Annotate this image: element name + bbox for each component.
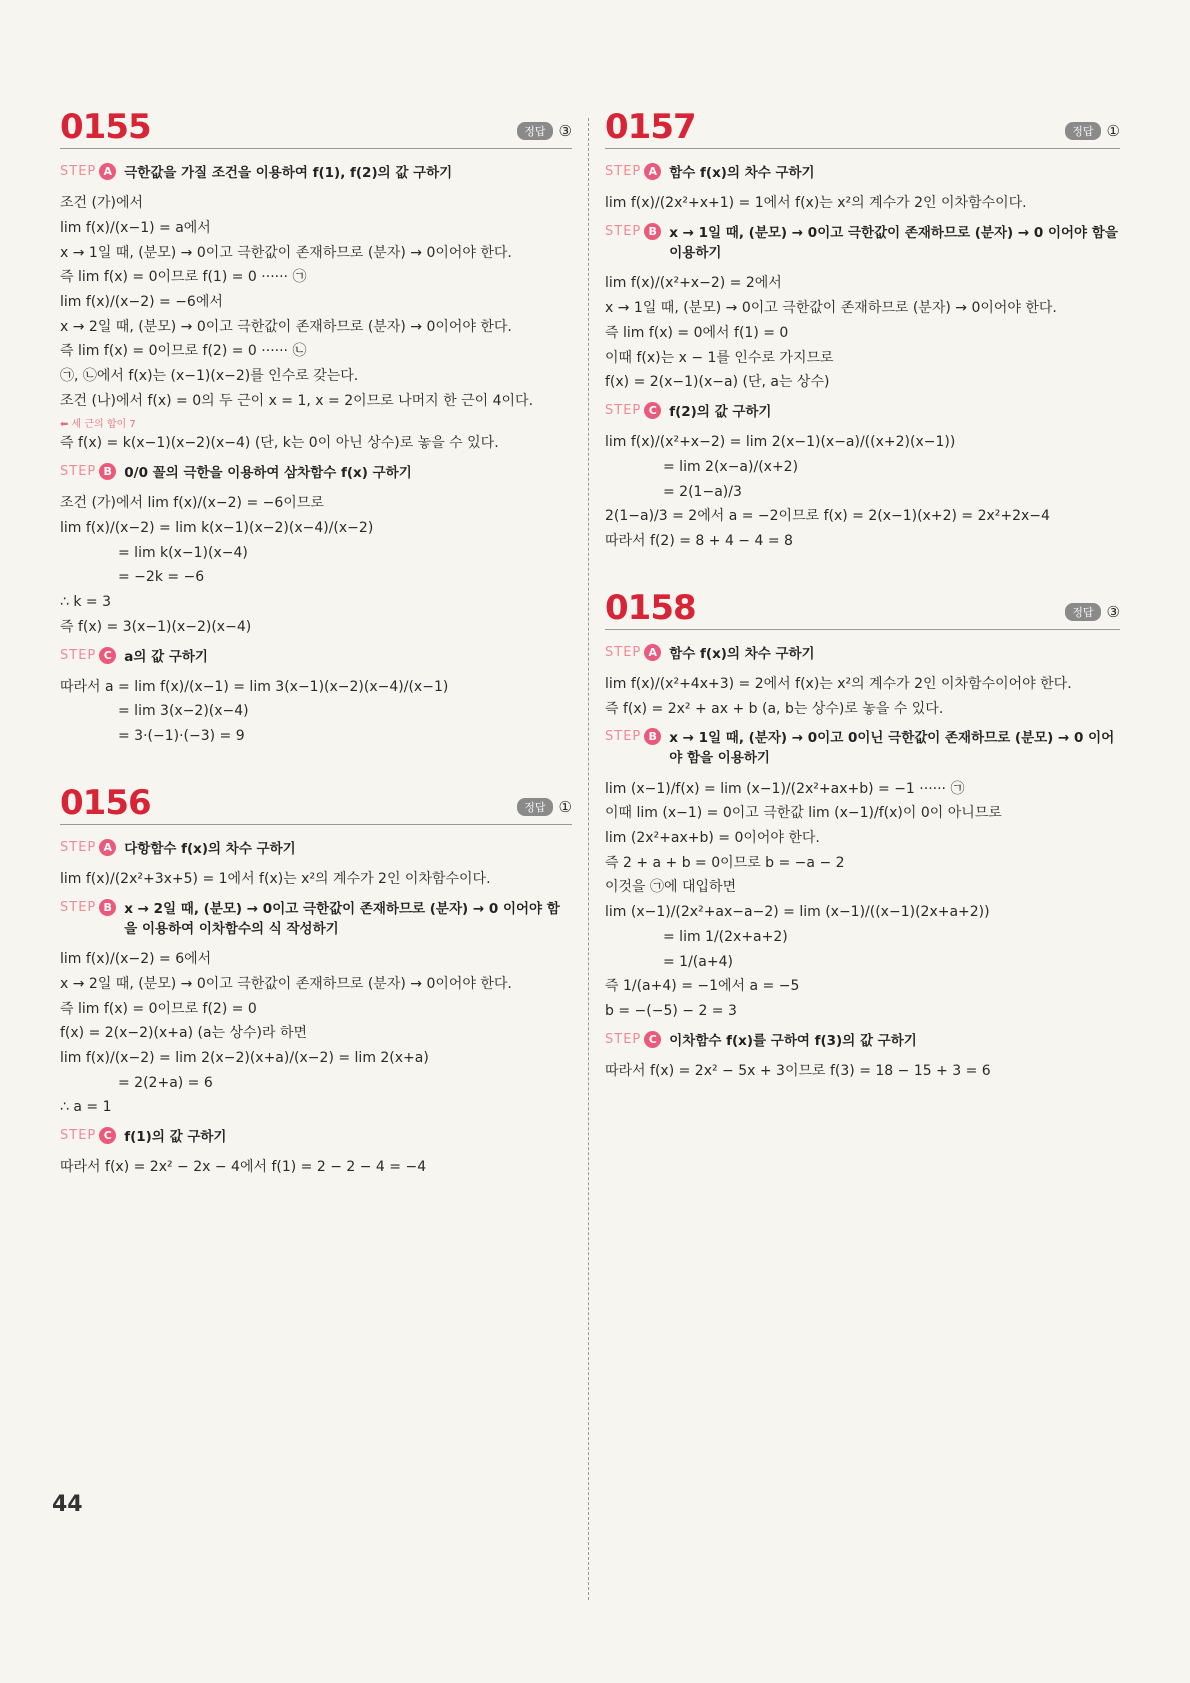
step-heading <box>60 163 572 183</box>
step-letter-icon: C <box>99 647 116 664</box>
step-title: x → 2일 때, (분모) → 0이고 극한값이 존재하므로 (분자) → 0 이어야 함을 이용하여 이차함수의 식 작성하기 <box>124 900 560 937</box>
solution-line: ㉠, ㉡에서 f(x)는 (x−1)(x−2)를 인수로 갖는다. <box>60 368 359 385</box>
step-letter-icon: C <box>644 1031 661 1048</box>
solution-line: 즉 lim f(x) = 0이므로 f(2) = 0 <box>60 1000 257 1017</box>
answer-badge: 정답 <box>1065 122 1100 140</box>
solution-line: 즉 1/(a+4) = −1에서 a = −5 <box>605 978 800 995</box>
step-label: STEP <box>605 164 642 179</box>
step-letter-icon: A <box>99 163 116 180</box>
answer-value: ③ <box>1106 602 1120 621</box>
problem-0157 <box>605 107 1120 553</box>
problem-header <box>60 782 572 825</box>
solution-line: lim f(x)/(x²+x−2) = lim 2(x−1)(x−a)/((x+2)(x−1)) <box>605 434 956 451</box>
problem-header <box>605 107 1120 149</box>
solution-line: 즉 lim f(x) = 0이므로 f(1) = 0 ······ ㉠ <box>60 269 307 286</box>
solution-line: = lim 2(x−a)/(x+2) <box>663 458 799 475</box>
step-title: 극한값을 가질 조건을 이용하여 f(1), f(2)의 값 구하기 <box>124 165 453 181</box>
step-tag <box>605 644 661 661</box>
solution-line: f(x) = 2(x−2)(x+a) (a는 상수)라 하면 <box>60 1025 308 1042</box>
problem-number: 0158 <box>605 587 696 628</box>
solution-line: x → 1일 때, (분모) → 0이고 극한값이 존재하므로 (분자) → 0이어야 한다. <box>60 244 512 261</box>
step-label: STEP <box>60 647 97 663</box>
step-tag <box>60 647 116 664</box>
step-tag <box>60 163 116 180</box>
step-letter-icon: B <box>99 899 116 916</box>
step-label: STEP <box>605 729 642 745</box>
step-letter-icon: B <box>99 463 116 480</box>
solution-line: lim f(x)/(2x²+3x+5) = 1에서 f(x)는 x²의 계수가 2인 이차함수이다. <box>60 871 491 888</box>
step-label: STEP <box>605 644 642 660</box>
answer-badge: 정답 <box>517 122 552 140</box>
step-title: x → 1일 때, (분자) → 0이고 0이닌 극한값이 존재하므로 (분모) → 0 이어야 함을 이용하기 <box>669 730 1115 767</box>
answer-badge-group <box>517 122 572 140</box>
solution-line: 즉 f(x) = k(x−1)(x−2)(x−4) (단, k는 0이 아닌 상수)로 놓을 수 있다. <box>60 435 499 452</box>
step-title: 다항함수 f(x)의 차수 구하기 <box>124 840 296 857</box>
solution-line: ∴ k = 3 <box>60 594 112 611</box>
step-tag <box>60 839 116 856</box>
step-title: 0/0 꼴의 극한을 이용하여 삼차함수 f(x) 구하기 <box>124 465 412 482</box>
step-tag <box>605 728 661 745</box>
problem-number: 0157 <box>605 107 696 147</box>
step-tag <box>605 223 661 240</box>
step-letter-icon: C <box>99 1127 116 1144</box>
solution-line: lim f(x)/(x−2) = 6에서 <box>60 951 212 968</box>
step-label: STEP <box>605 402 642 418</box>
side-note: ⬅ 세 근의 합이 7 <box>60 419 136 431</box>
step-title: a의 값 구하기 <box>124 648 208 665</box>
solution-line: 즉 lim f(x) = 0에서 f(1) = 0 <box>605 324 789 341</box>
step-tag <box>60 463 116 480</box>
solution-line: lim f(x)/(x−2) = −6에서 <box>60 294 223 310</box>
solution-line: = 1/(a+4) <box>663 953 733 970</box>
step-label: STEP <box>60 164 97 179</box>
column-divider <box>588 118 589 1600</box>
solution-line: 조건 (나)에서 f(x) = 0의 두 근이 x = 1, x = 2이므로 나머지 한 근이 4이다. <box>60 392 534 409</box>
solution-line: 따라서 a = lim f(x)/(x−1) = lim 3(x−1)(x−2)(x−4)/(x−1) <box>60 678 449 695</box>
step-heading <box>60 1127 572 1147</box>
answer-badge: 정답 <box>1065 603 1100 621</box>
problem-header <box>60 107 572 149</box>
step-label: STEP <box>605 1031 642 1047</box>
solution-line: lim f(x)/(x−2) = lim k(x−1)(x−2)(x−4)/(x−2) <box>60 520 374 537</box>
step-tag <box>60 899 116 916</box>
solution-line: ∴ a = 1 <box>60 1099 112 1116</box>
solution-line: lim f(x)/(x−2) = lim 2(x−2)(x+a)/(x−2) = lim 2(x+a) <box>60 1050 429 1066</box>
step-heading <box>60 647 572 667</box>
problem-0158 <box>605 587 1120 1083</box>
step-title: f(2)의 값 구하기 <box>669 403 772 420</box>
solution-line: 조건 (가)에서 lim f(x)/(x−2) = −6이므로 <box>60 495 324 512</box>
page-number: 44 <box>52 1492 83 1517</box>
step-title: x → 1일 때, (분모) → 0이고 극한값이 존재하므로 (분자) → 0 이어야 함을 이용하기 <box>669 224 1118 262</box>
solution-line: lim f(x)/(2x²+x+1) = 1에서 f(x)는 x²의 계수가 2인 이차함수이다. <box>605 195 1027 212</box>
answer-value: ① <box>558 797 572 816</box>
step-tag <box>605 163 661 180</box>
solution-line: 따라서 f(2) = 8 + 4 − 4 = 8 <box>605 532 793 549</box>
solution-line: = lim 1/(2x+a+2) <box>663 928 788 945</box>
solution-line: b = −(−5) − 2 = 3 <box>605 1002 737 1019</box>
solution-line: 즉 2 + a + b = 0이므로 b = −a − 2 <box>605 854 845 871</box>
step-letter-icon: A <box>644 163 661 180</box>
step-heading <box>60 899 572 940</box>
step-label: STEP <box>60 1128 97 1144</box>
solution-line: 조건 (가)에서 <box>60 195 143 212</box>
solution-line: = 2(2+a) = 6 <box>118 1074 213 1091</box>
left-column <box>60 107 572 1217</box>
solution-line: 따라서 f(x) = 2x² − 2x − 4에서 f(1) = 2 − 2 − 4 = −4 <box>60 1159 427 1176</box>
step-heading <box>605 728 1120 769</box>
solution-line: 이것을 ㉠에 대입하면 <box>605 879 737 896</box>
step-letter-icon: B <box>644 223 661 240</box>
problem-number: 0155 <box>60 107 151 147</box>
solution-line: x → 2일 때, (분모) → 0이고 극한값이 존재하므로 (분자) → 0이어야 한다. <box>60 975 512 992</box>
step-label: STEP <box>60 464 97 480</box>
problem-0155 <box>60 107 572 748</box>
step-letter-icon: B <box>644 728 661 745</box>
solution-line: = −2k = −6 <box>118 569 205 586</box>
step-tag <box>605 1031 661 1048</box>
problem-number: 0156 <box>60 782 151 823</box>
answer-badge-group <box>1065 122 1120 140</box>
step-heading <box>60 463 572 483</box>
solution-line: 이때 lim (x−1) = 0이고 극한값 lim (x−1)/f(x)이 0이 아니므로 <box>605 805 1002 822</box>
step-heading <box>605 1031 1120 1051</box>
answer-value: ① <box>1106 122 1120 140</box>
problem-header <box>605 587 1120 630</box>
solution-line: lim f(x)/(x−1) = a에서 <box>60 219 211 236</box>
answer-badge: 정답 <box>517 798 552 816</box>
problem-0156 <box>60 782 572 1179</box>
solution-line: 2(1−a)/3 = 2에서 a = −2이므로 f(x) = 2(x−1)(x+2) = 2x²+2x−4 <box>605 508 1050 525</box>
solution-line: 이때 f(x)는 x − 1를 인수로 가지므로 <box>605 349 834 366</box>
solution-line: lim (x−1)/(2x²+ax−a−2) = lim (x−1)/((x−1)(2x+a+2)) <box>605 904 990 921</box>
solution-line: f(x) = 2(x−1)(x−a) (단, a는 상수) <box>605 374 830 391</box>
solution-line: x → 1일 때, (분모) → 0이고 극한값이 존재하므로 (분자) → 0이어야 한다. <box>605 300 1057 317</box>
step-title: 함수 f(x)의 차수 구하기 <box>669 165 815 181</box>
solution-line: lim (x−1)/f(x) = lim (x−1)/(2x²+ax+b) = −1 ······ ㉠ <box>605 780 965 797</box>
solution-line: = lim k(x−1)(x−4) <box>118 544 248 561</box>
solution-line: lim f(x)/(x²+4x+3) = 2에서 f(x)는 x²의 계수가 2인 이차함수이어야 한다. <box>605 675 1072 692</box>
solution-line: = 3·(−1)·(−3) = 9 <box>118 728 245 745</box>
answer-badge-group <box>1065 603 1120 621</box>
step-title: 이차함수 f(x)를 구하여 f(3)의 값 구하기 <box>669 1032 917 1049</box>
solution-line: x → 2일 때, (분모) → 0이고 극한값이 존재하므로 (분자) → 0이어야 한다. <box>60 318 512 335</box>
step-heading <box>605 163 1120 183</box>
step-letter-icon: A <box>644 644 661 661</box>
step-heading <box>605 223 1120 264</box>
step-letter-icon: A <box>99 839 116 856</box>
step-label: STEP <box>605 223 642 239</box>
step-label: STEP <box>60 839 97 855</box>
solution-line: lim (2x²+ax+b) = 0이어야 한다. <box>605 830 820 847</box>
step-title: f(1)의 값 구하기 <box>124 1129 227 1146</box>
answer-badge-group <box>517 798 572 816</box>
answer-value: ③ <box>558 122 572 140</box>
solution-line: = 2(1−a)/3 <box>663 483 742 500</box>
step-tag <box>605 402 661 419</box>
step-heading <box>605 402 1120 422</box>
solution-line: 따라서 f(x) = 2x² − 5x + 3이므로 f(3) = 18 − 15 + 3 = 6 <box>605 1062 991 1079</box>
solution-line: 즉 lim f(x) = 0이므로 f(2) = 0 ······ ㉡ <box>60 343 307 360</box>
step-letter-icon: C <box>644 402 661 419</box>
solution-line: lim f(x)/(x²+x−2) = 2에서 <box>605 275 782 292</box>
step-title: 함수 f(x)의 차수 구하기 <box>669 645 815 662</box>
step-heading <box>605 644 1120 664</box>
step-label: STEP <box>60 899 97 915</box>
step-tag <box>60 1127 116 1144</box>
solution-line: 즉 f(x) = 2x² + ax + b (a, b는 상수)로 놓을 수 있다. <box>605 700 944 717</box>
step-heading <box>60 839 572 859</box>
solution-line: = lim 3(x−2)(x−4) <box>118 703 249 720</box>
solution-line: 즉 f(x) = 3(x−1)(x−2)(x−4) <box>60 618 252 635</box>
right-column <box>605 107 1120 1121</box>
